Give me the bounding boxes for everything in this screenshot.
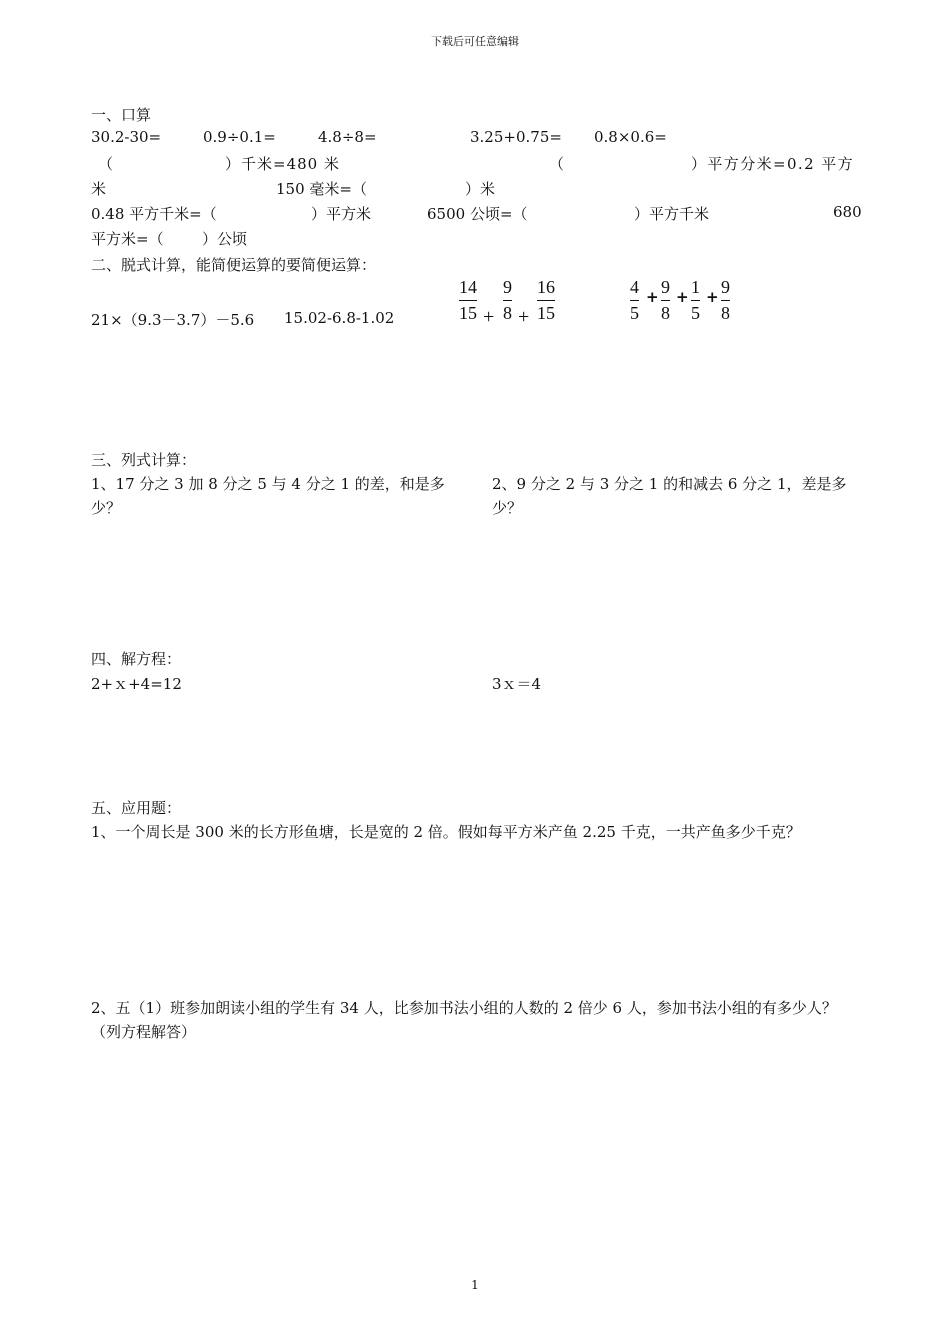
expression: 21×（9.3－3.7）－5.6	[91, 311, 255, 329]
unit-blank-open: （	[98, 155, 114, 173]
question: 1、17 分之 3 加 8 分之 5 与 4 分之 1 的差，和是多少？	[91, 475, 445, 517]
denominator: 5	[691, 303, 700, 323]
plus-operator: +	[706, 288, 719, 306]
numerator: 16	[537, 277, 555, 297]
equation: 2+ｘ+4=12	[91, 675, 182, 693]
section-3-title: 三、列式计算：	[91, 451, 197, 469]
unit-question-tail: 米	[91, 180, 107, 198]
numerator: 9	[503, 277, 512, 297]
section-4-title: 四、解方程：	[91, 650, 182, 668]
fraction	[661, 277, 670, 323]
unit-question-close: ）平方米	[311, 205, 372, 223]
plus-operator: +	[676, 288, 689, 306]
fraction	[630, 277, 639, 323]
section-1-title: 一、口算	[91, 106, 152, 124]
plus-operator: +	[483, 306, 495, 328]
numerator: 4	[630, 277, 639, 297]
fraction	[503, 277, 512, 323]
denominator: 8	[503, 303, 512, 323]
plus-operator: +	[646, 288, 659, 306]
numerator: 1	[691, 277, 700, 297]
unit-blank-open: （	[549, 155, 565, 173]
denominator: 8	[661, 303, 670, 323]
expression: 15.02-6.8-1.02	[284, 309, 395, 327]
application-question: 1、一个周长是 300 米的长方形鱼塘，长是宽的 2 倍。假如每平方米产鱼 2.25 千克，一共产鱼多少千克？	[91, 823, 801, 841]
fraction	[537, 277, 555, 323]
calc-item: 0.9÷0.1=	[203, 128, 276, 146]
section-5-title: 五、应用题：	[91, 799, 182, 817]
page-header: 下载后可任意编辑	[431, 35, 519, 48]
numerator: 9	[661, 277, 670, 297]
question: 2、9 分之 2 与 3 分之 1 的和减去 6 分之 1，差是多少？	[492, 475, 847, 517]
calc-item: 3.25+0.75=	[470, 128, 562, 146]
page-number: 1	[471, 1278, 479, 1292]
application-question: 2、五（1）班参加朗读小组的学生有 34 人，比参加书法小组的人数的 2 倍少 6 人，参加书法小组的有多少人？（列方程解答）	[91, 999, 837, 1041]
unit-question-close: ）米	[465, 180, 496, 198]
unit-question: 6500 公顷=（	[427, 205, 528, 223]
denominator: 15	[537, 303, 555, 323]
calc-item: 4.8÷8=	[318, 128, 377, 146]
unit-question: 680	[833, 203, 862, 221]
unit-question-close: ）平方千米	[634, 205, 710, 223]
denominator: 8	[721, 303, 730, 323]
fraction	[459, 277, 477, 323]
denominator: 5	[630, 303, 639, 323]
section-2-title: 二、脱式计算，能简便运算的要简便运算：	[91, 256, 377, 274]
numerator: 9	[721, 277, 730, 297]
unit-question: 150 毫米=（	[276, 180, 367, 198]
numerator: 14	[459, 277, 477, 297]
equation: 3ｘ＝4	[492, 675, 542, 693]
plus-operator: +	[518, 306, 530, 328]
fraction	[721, 277, 730, 323]
denominator: 15	[459, 303, 477, 323]
unit-question-close: ）公顷	[202, 230, 248, 248]
calc-item: 0.8×0.6=	[594, 128, 667, 146]
unit-question: ）千米=480 米	[225, 155, 340, 173]
unit-question: 0.48 平方千米=（	[91, 205, 217, 223]
fraction	[691, 277, 700, 323]
unit-question: 平方米=（	[91, 230, 164, 248]
unit-question: ）平方分米=0.2 平方	[691, 155, 854, 173]
calc-item: 30.2-30=	[91, 128, 162, 146]
